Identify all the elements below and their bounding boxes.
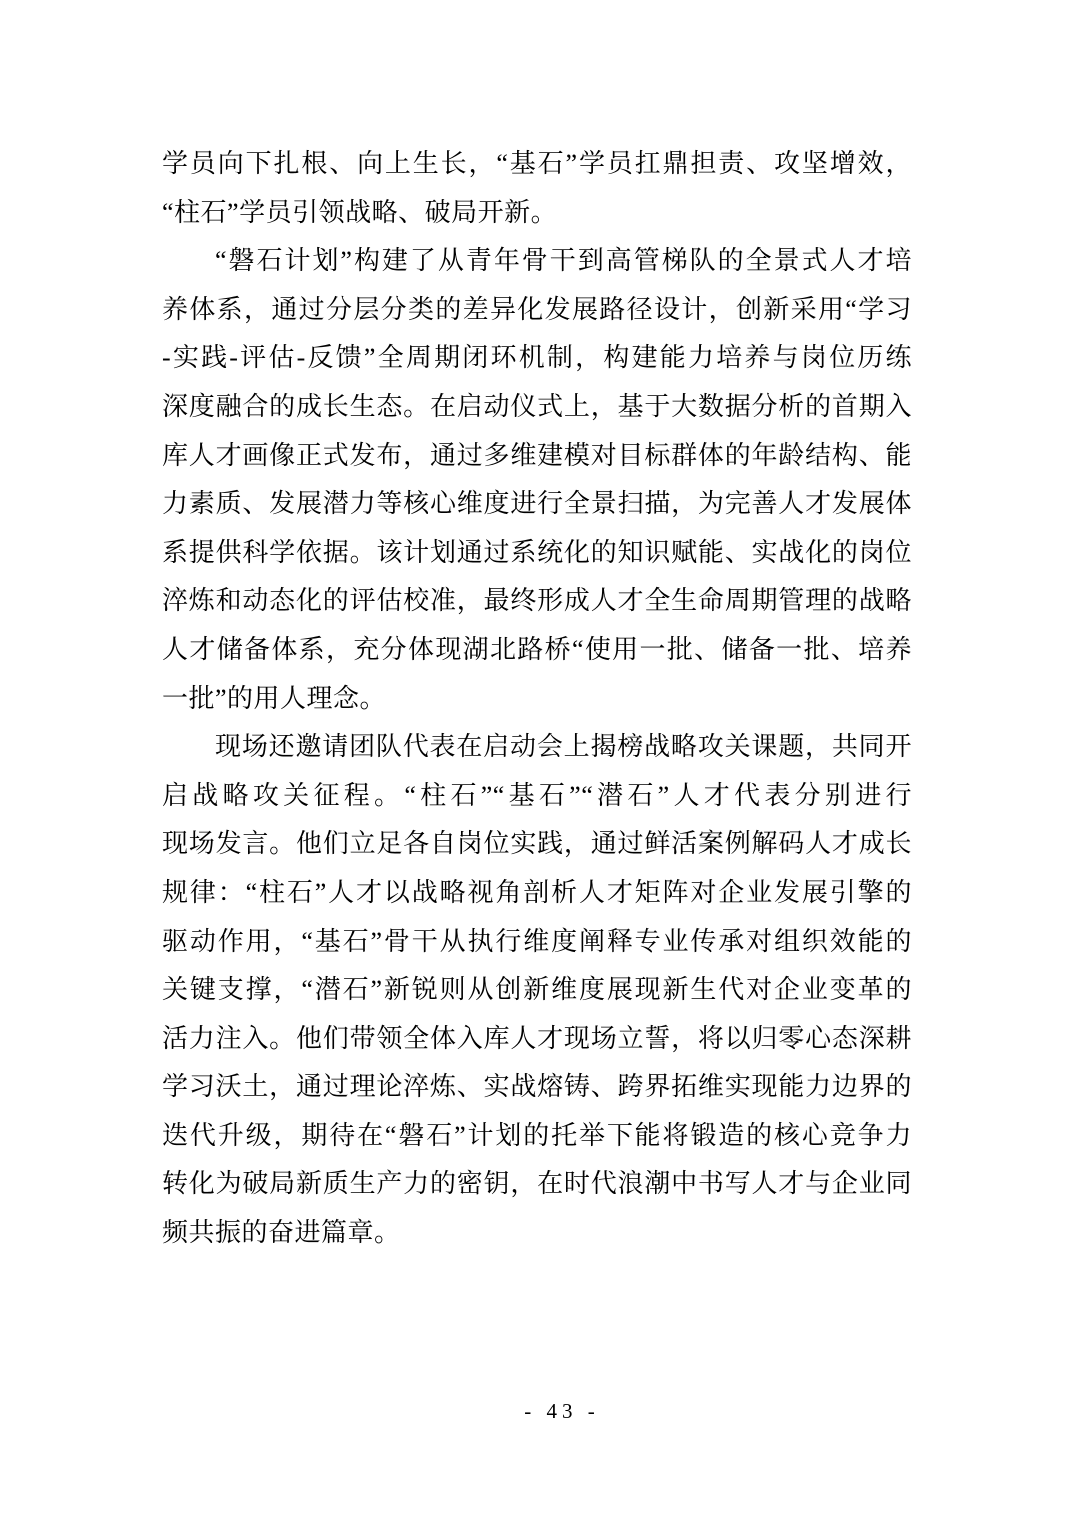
document-line: -实践-评估-反馈”全周期闭环机制，构建能力培养与岗位历练 [162,343,912,373]
document-line: “磐石计划”构建了从青年骨干到高管梯队的全景式人才培 [215,246,912,276]
document-line: 库人才画像正式发布，通过多维建模对目标群体的年龄结构、能 [162,440,912,470]
document-line: 淬炼和动态化的评估校准，最终形成人才全生命周期管理的战略 [162,586,912,616]
document-body [162,140,912,1258]
document-line: 现场还邀请团队代表在启动会上揭榜战略攻关课题，共同开 [215,732,912,762]
document-line: 转化为破局新质生产力的密钥，在时代浪潮中书写人才与企业同 [162,1169,912,1199]
document-line: 系提供科学依据。该计划通过系统化的知识赋能、实战化的岗位 [162,537,912,567]
paragraph [162,237,912,723]
page-number: - 43 - [524,1399,600,1423]
paragraph [162,140,912,237]
document-line: 驱动作用，“基石”骨干从执行维度阐释专业传承对组织效能的 [162,926,912,956]
paragraph [162,723,912,1258]
document-line: 启战略攻关征程。“柱石”“基石”“潜石”人才代表分别进行 [162,780,912,810]
document-line: 频共振的奋进篇章。 [162,1218,401,1248]
document-line: “柱石”学员引领战略、破局开新。 [162,197,558,227]
document-line: 学员向下扎根、向上生长，“基石”学员扛鼎担责、攻坚增效， [162,149,912,178]
document-line: 力素质、发展潜力等核心维度进行全景扫描，为完善人才发展体 [162,489,912,519]
document-line: 人才储备体系，充分体现湖北路桥“使用一批、储备一批、培养 [162,634,912,664]
document-line: 活力注入。他们带领全体入库人才现场立誓，将以归零心态深耕 [162,1023,912,1053]
document-line: 规律：“柱石”人才以战略视角剖析人才矩阵对企业发展引擎的 [162,877,912,907]
document-line: 现场发言。他们立足各自岗位实践，通过鲜活案例解码人才成长 [162,829,912,859]
document-line: 一批”的用人理念。 [162,683,387,713]
document-line: 迭代升级，期待在“磐石”计划的托举下能将锻造的核心竞争力 [162,1120,912,1150]
document-line: 关键支撑，“潜石”新锐则从创新维度展现新生代对企业变革的 [162,975,912,1005]
document-line: 养体系，通过分层分类的差异化发展路径设计，创新采用“学习 [162,294,912,324]
document-line: 学习沃土，通过理论淬炼、实战熔铸、跨界拓维实现能力边界的 [162,1072,912,1102]
document-line: 深度融合的成长生态。在启动仪式上，基于大数据分析的首期入 [162,391,912,421]
